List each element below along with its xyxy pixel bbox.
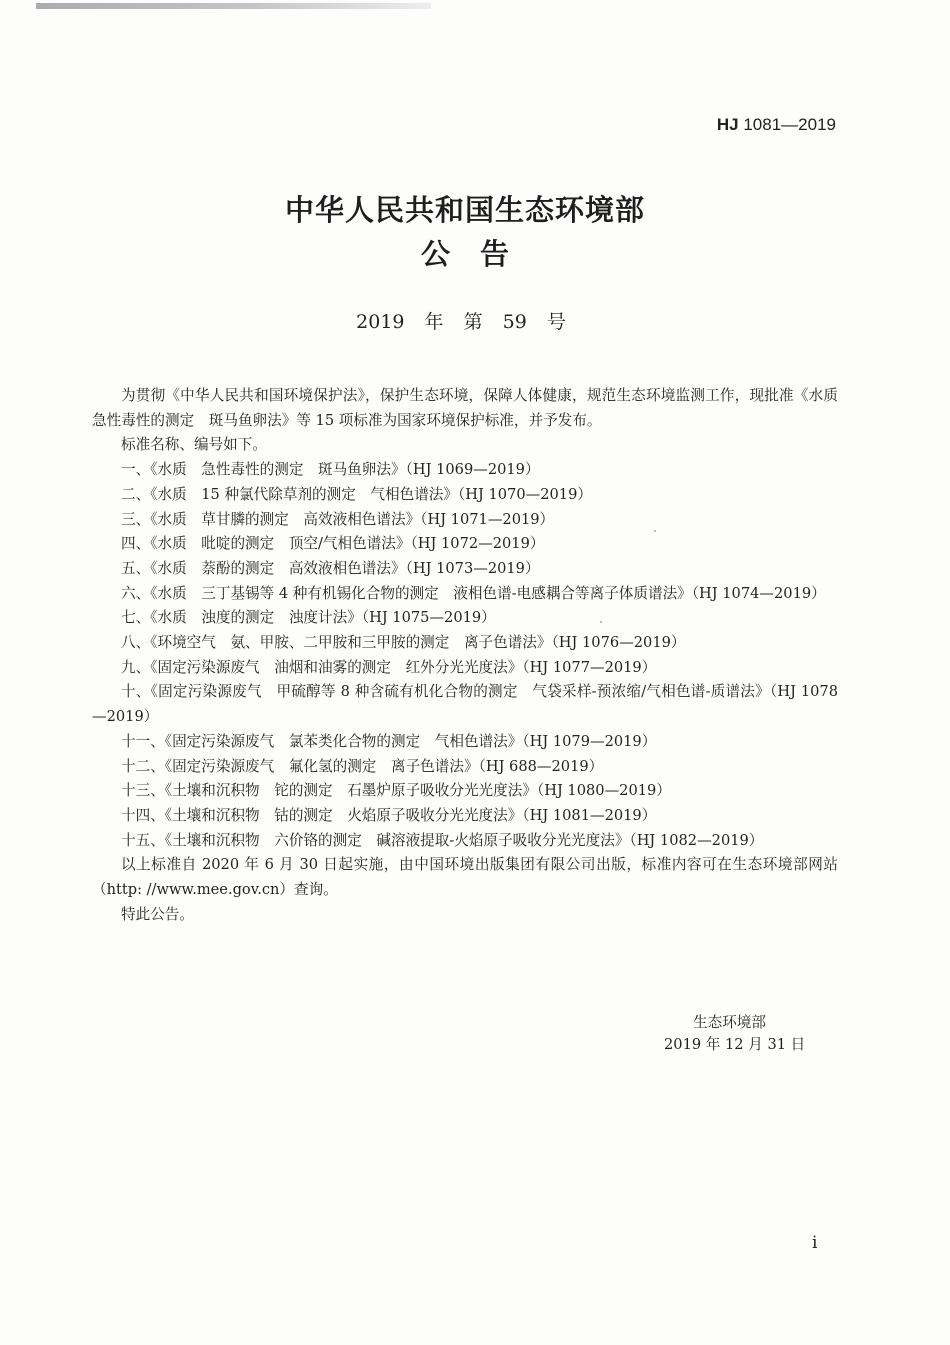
list-item-5: 五、《水质 萘酚的测定 高效液相色谱法》（HJ 1073—2019） — [121, 559, 540, 577]
announcement-title-text: 公告 — [420, 237, 539, 271]
list-item-10: 十、《固定污染源废气 甲硫醇等 8 种含硫有机化合物的测定 气袋采样-预浓缩/气相色谱-质谱法》（HJ 1078—2019） — [92, 683, 838, 726]
issuer-title: 中华人民共和国生态环境部 — [284, 193, 645, 227]
scan-edge-bar — [36, 3, 431, 9]
announcement-number: 2019 年 第 59 号 — [356, 311, 566, 333]
implementation-paragraph: 以上标准自 2020 年 6 月 30 日起实施，由中国环境出版集团有限公司出版，标准内容可在生态环境部网站（http: //www.mee.gov.cn）查询。 — [92, 856, 838, 899]
list-item-12: 十二、《固定污染源废气 氟化氢的测定 离子色谱法》（HJ 688—2019） — [121, 757, 604, 775]
announcement-body — [92, 384, 853, 927]
signature-date: 2019 年 12 月 31 日 — [664, 1036, 806, 1053]
announcement-title — [0, 232, 930, 273]
list-item-8: 八、《环境空气 氨、甲胺、二甲胺和三甲胺的测定 离子色谱法》（HJ 1076—2019） — [121, 634, 686, 652]
list-item-3: 三、《水质 草甘膦的测定 高效液相色谱法》（HJ 1071—2019） — [121, 510, 555, 528]
standard-code-prefix: HJ — [716, 115, 739, 134]
list-item-1: 一、《水质 急性毒性的测定 斑马鱼卵法》（HJ 1069—2019） — [121, 461, 540, 479]
closing-paragraph: 特此公告。 — [121, 905, 194, 923]
scan-speck — [654, 530, 656, 532]
list-item-15: 十五、《土壤和沉积物 六价铬的测定 碱溶液提取-火焰原子吸收分光光度法》（HJ 1082—2019） — [121, 831, 764, 849]
signature-organization: 生态环境部 — [693, 1014, 766, 1031]
list-item-6: 六、《水质 三丁基锡等 4 种有机锡化合物的测定 液相色谱-电感耦合等离子体质谱法》（HJ 1074—2019） — [121, 584, 826, 602]
list-item-14: 十四、《土壤和沉积物 钴的测定 火焰原子吸收分光光度法》（HJ 1081—2019） — [121, 806, 657, 824]
list-item-2: 二、《水质 15 种氯代除草剂的测定 气相色谱法》（HJ 1070—2019） — [121, 485, 592, 503]
intro-paragraph: 为贯彻《中华人民共和国环境保护法》，保护生态环境，保障人体健康，规范生态环境监测工作，现批准《水质 急性毒性的测定 斑马鱼卵法》等 15 项标准为国家环境保护标准，并予发布。 — [92, 387, 853, 429]
standard-code — [717, 115, 836, 135]
list-item-7: 七、《水质 浊度的测定 浊度计法》（HJ 1075—2019） — [121, 609, 496, 627]
list-intro: 标准名称、编号如下。 — [121, 436, 267, 454]
standard-code-number: 1081—2019 — [738, 115, 836, 134]
list-item-9: 九、《固定污染源废气 油烟和油雾的测定 红外分光光度法》（HJ 1077—2019） — [121, 658, 657, 676]
list-item-11: 十一、《固定污染源废气 氯苯类化合物的测定 气相色谱法》（HJ 1079—2019） — [121, 732, 657, 750]
list-item-4: 四、《水质 吡啶的测定 顶空/气相色谱法》（HJ 1072—2019） — [121, 535, 545, 553]
list-item-13: 十三、《土壤和沉积物 铊的测定 石墨炉原子吸收分光光度法》（HJ 1080—2019） — [121, 782, 671, 800]
page-number: i — [812, 1233, 818, 1253]
scan-speck — [600, 621, 602, 623]
